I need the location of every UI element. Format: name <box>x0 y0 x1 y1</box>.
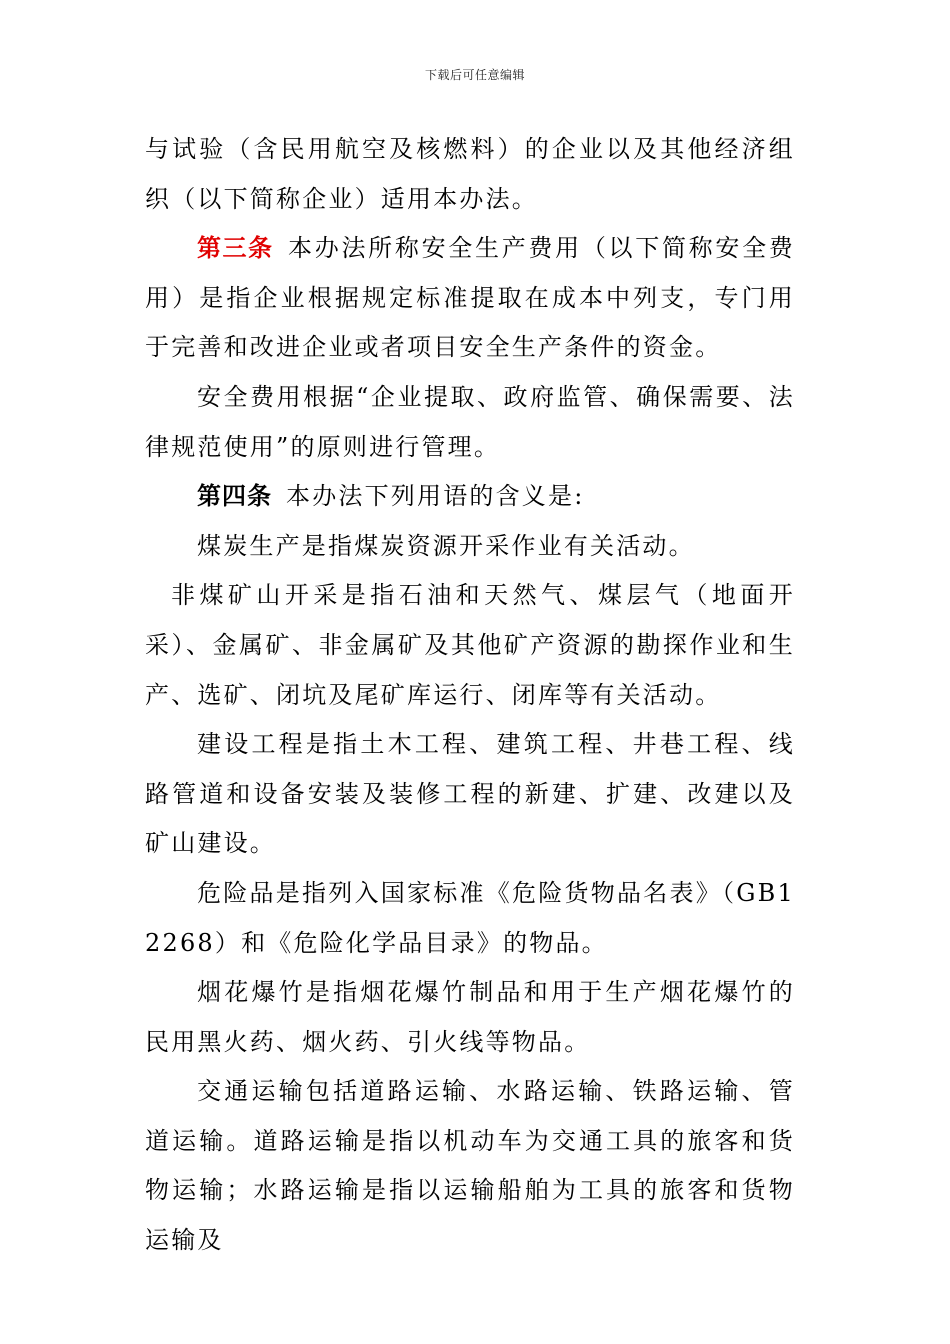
paragraph-non-coal-mining: 非煤矿山开采是指石油和天然气、煤层气（地面开采）、金属矿、非金属矿及其他矿产资源的勘探作业和生产、选矿、闭坑及尾矿库运行、闭库等有关活动。 <box>145 581 795 709</box>
paragraph-transport: 交通运输包括道路运输、水路运输、铁路运输、管道运输。道路运输是指以机动车为交通工具的旅客和货物运输；水路运输是指以运输船舶为工具的旅客和货物运输及 <box>145 1077 795 1255</box>
article-4-text: 本办法下列用语的含义是: <box>286 482 585 511</box>
paragraph-hazardous-goods: 危险品是指列入国家标准《危险货物品名表》（GB12268）和《危险化学品目录》的物品。 <box>145 878 795 957</box>
paragraph-scope: 与试验（含民用航空及核燃料）的企业以及其他经济组织（以下简称企业）适用本办法。 <box>145 135 795 213</box>
paragraph-construction: 建设工程是指土木工程、建筑工程、井巷工程、线路管道和设备安装及装修工程的新建、扩建、改建以及矿山建设。 <box>145 730 795 858</box>
page-header-note: 下载后可任意编辑 <box>424 68 525 82</box>
article-3-heading: 第三条 <box>197 234 274 263</box>
paragraph-fireworks: 烟花爆竹是指烟花爆竹制品和用于生产烟花爆竹的民用黑火药、烟火药、引火线等物品。 <box>145 978 795 1056</box>
article-4-heading: 第四条 <box>197 482 272 511</box>
paragraph-article-4 <box>145 472 795 522</box>
document-body <box>145 125 795 1266</box>
article-3-text: 本办法所称安全生产费用（以下简称安全费用）是指企业根据规定标准提取在成本中列支，专门用于完善和改进企业或者项目安全生产条件的资金。 <box>145 234 795 362</box>
paragraph-article-3 <box>145 224 795 373</box>
paragraph-principle: 安全费用根据“企业提取、政府监管、确保需要、法律规范使用”的原则进行管理。 <box>145 382 795 461</box>
paragraph-coal: 煤炭生产是指煤炭资源开采作业有关活动。 <box>197 531 695 560</box>
